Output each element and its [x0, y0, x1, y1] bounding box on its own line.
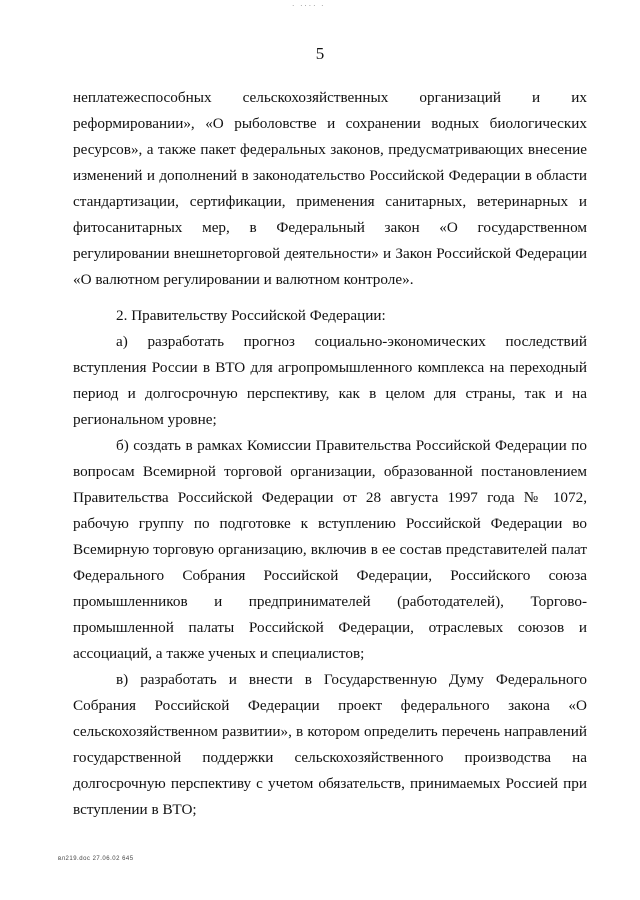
document-body: [73, 85, 587, 823]
footer-file-info: вл219.doc 27.06.02 645: [58, 856, 134, 862]
paragraph-laws-list: неплатежеспособных сельскохозяйственных организаций и их реформировании», «О рыболовстве и сохранении водных биологических ресурсов», а также пакет федеральных законов, предусматривающих внесение изменений и дополнений в законодательство Российской Федерации в области стандартизации, сертификации, применения санитарных, ветеринарных и фитосанитарных мер, в Федеральный закон «О государственном регулировании внешнеторговой деятельности» и Закон Российской Федерации «О валютном регулировании и валютном контроле».: [73, 89, 587, 288]
paragraph-government-heading: 2. Правительству Российской Федерации:: [116, 307, 386, 324]
page-number: 5: [315, 44, 325, 63]
paragraph-item-b: б) создать в рамках Комиссии Правительства Российской Федерации по вопросам Всемирной торговой организации, образованной постановлением Правительства Российской Федерации от 28 августа 1997 года № 1072, рабочую группу по подготовке к вступлению Российской Федерации во Всемирную торговую организацию, включив в ее состав представителей палат Федерального Собрания Российской Федерации, Российского союза промышленников и предпринимателей (работодателей), Торгово-промышленной палаты Российской Федерации, отраслевых союзов и ассоциаций, а также ученых и специалистов;: [73, 437, 587, 662]
paragraph-item-a: а) разработать прогноз социально-экономических последствий вступления России в ВТО для агропромышленного комплекса на переходный период и долгосрочную перспективу, как в целом для страны, так и на региональном уровне;: [73, 333, 587, 428]
header-mark: · ···· ·: [292, 2, 326, 10]
paragraph-item-v: в) разработать и внести в Государственную Думу Федерального Собрания Российской Федерации проект федерального закона «О сельскохозяйственном развитии», в котором определить перечень направлений государственной поддержки сельскохозяйственного производства на долгосрочную перспективу с учетом обязательств, принимаемых Россией при вступлении в ВТО;: [73, 671, 587, 818]
